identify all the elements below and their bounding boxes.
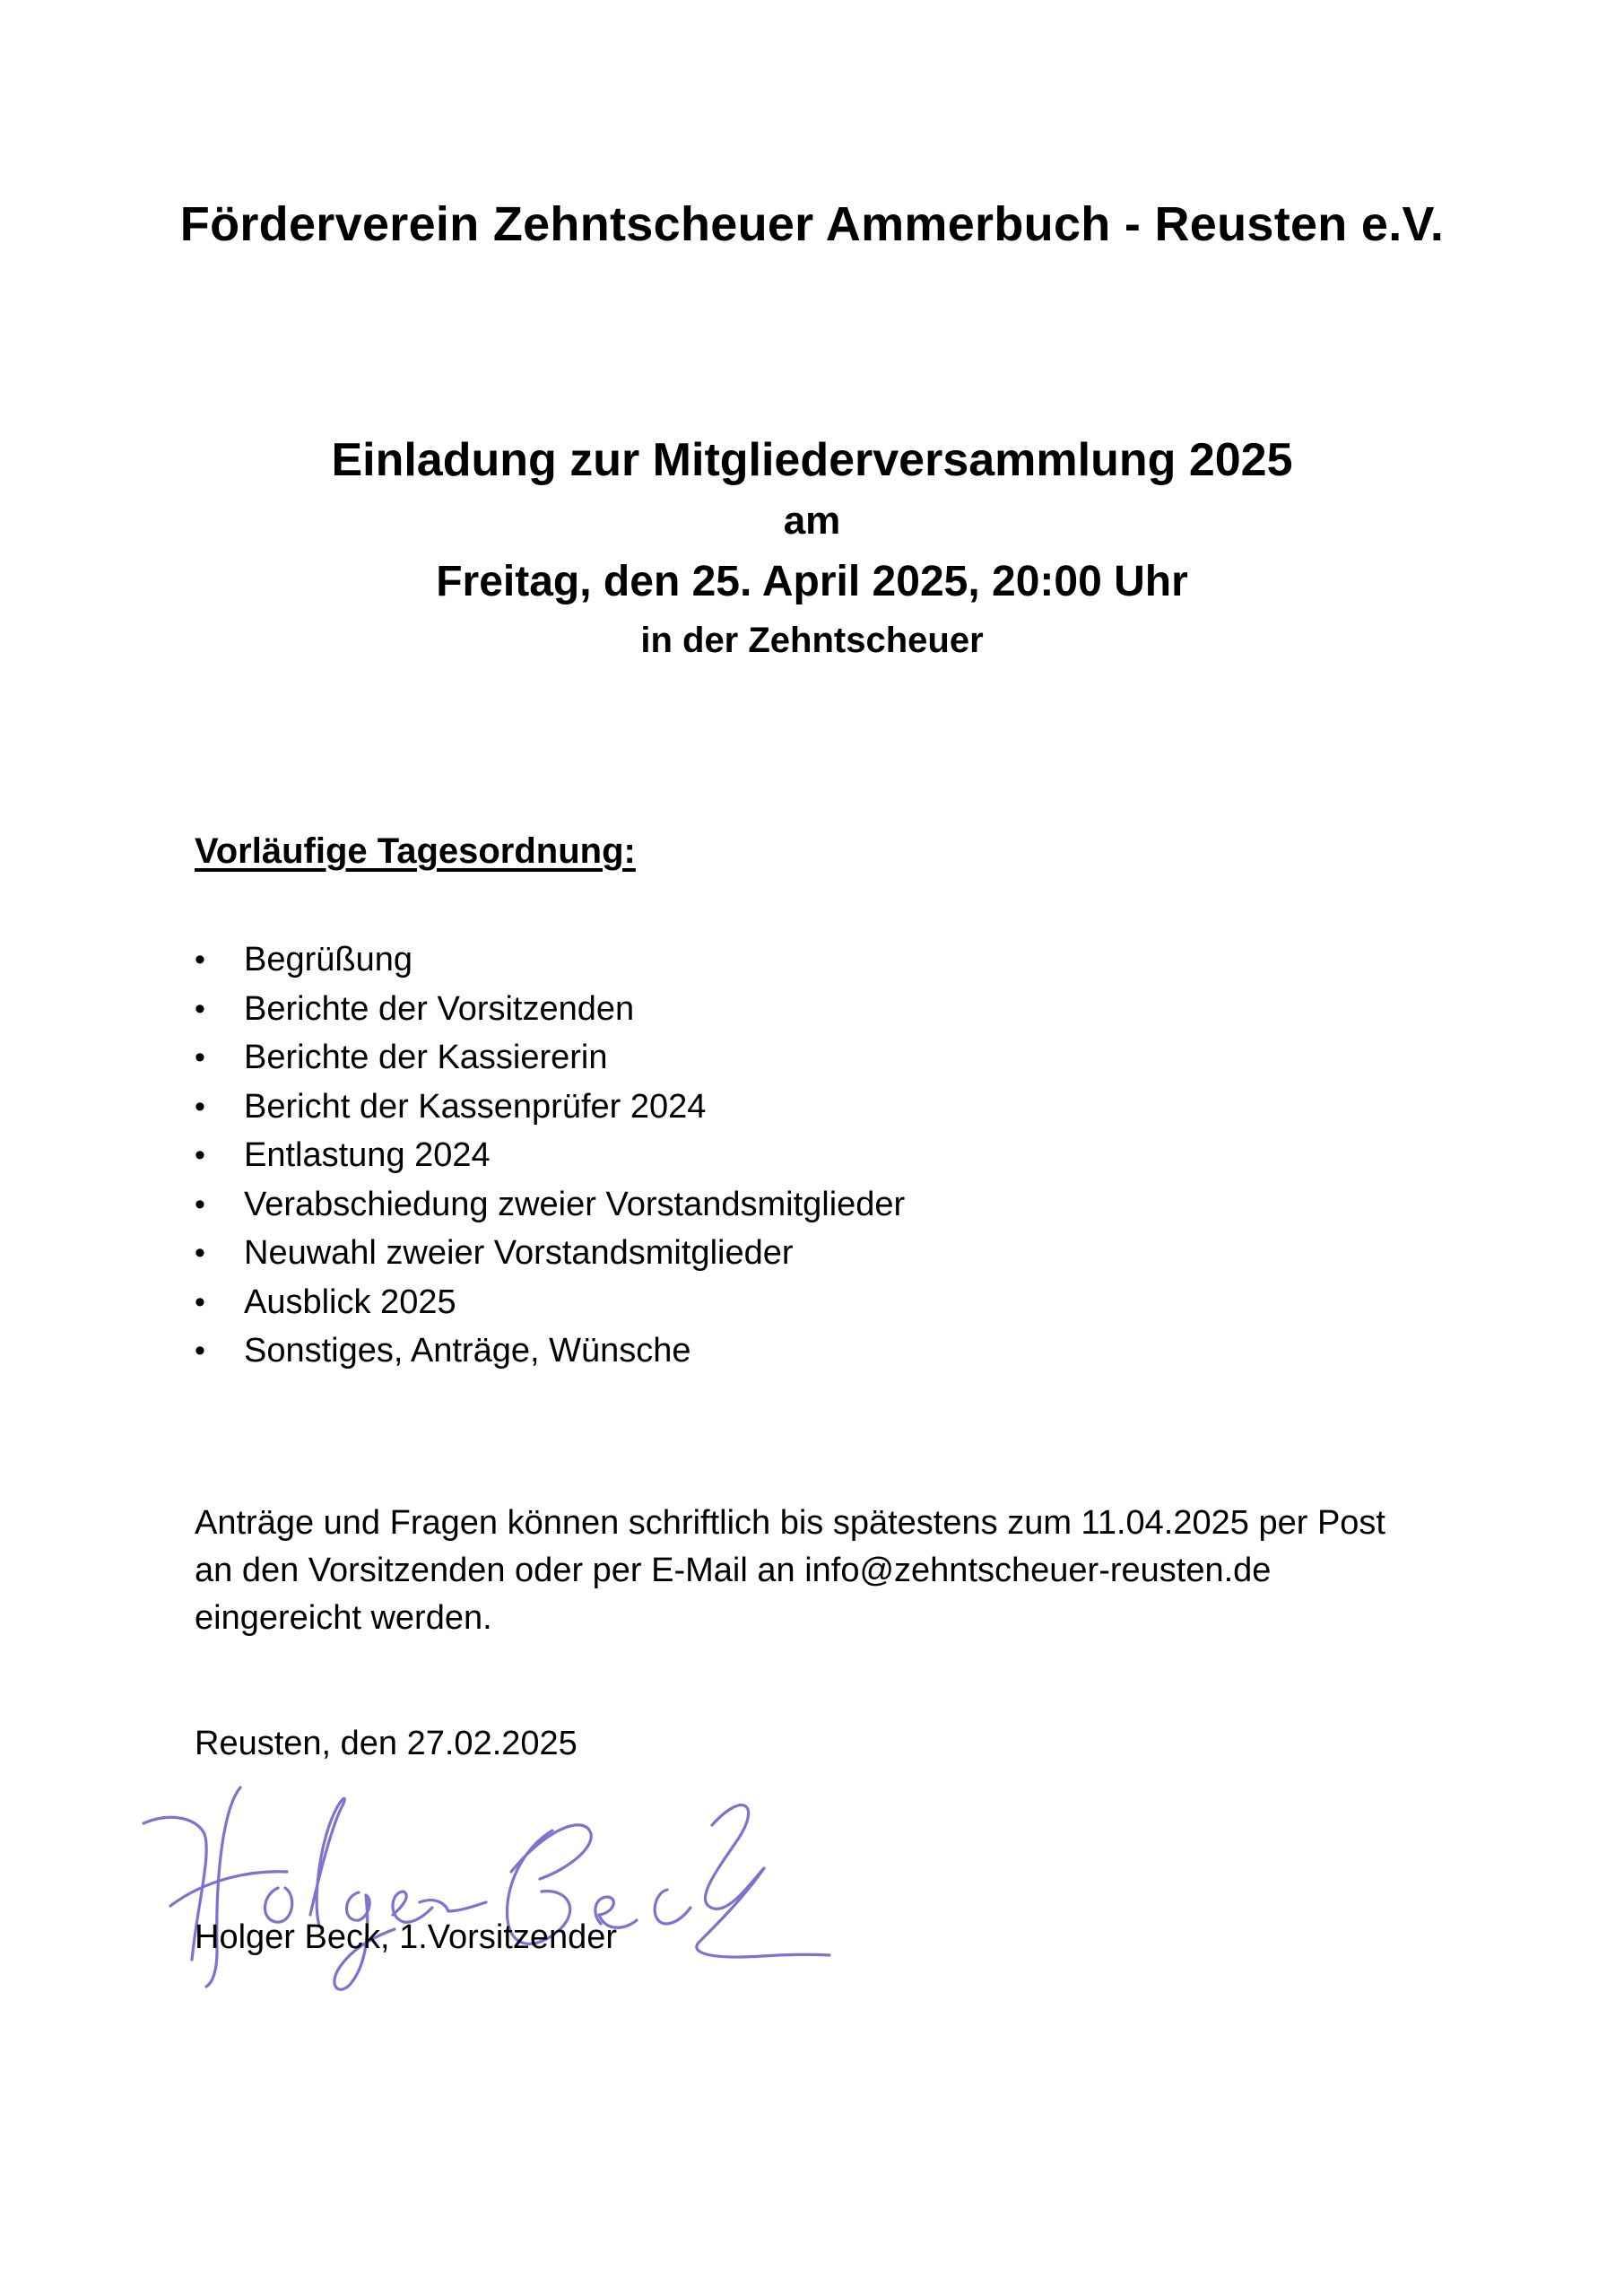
- organization-title: Förderverein Zehntscheuer Ammerbuch - Reusten e.V.: [179, 197, 1445, 251]
- agenda-item-label: Entlastung 2024: [244, 1136, 491, 1174]
- agenda-list: [195, 935, 905, 1376]
- agenda-item-label: Bericht der Kassenprüfer 2024: [244, 1087, 707, 1126]
- invitation-block: [0, 429, 1624, 667]
- signature-image: [135, 1771, 834, 2005]
- bullet-icon: •: [195, 1236, 205, 1270]
- signer-name: Holger Beck, 1.Vorsitzender: [195, 1918, 618, 1956]
- agenda-item: [195, 935, 905, 985]
- agenda-item: [195, 1083, 905, 1132]
- agenda-item-label: Verabschiedung zweier Vorstandsmitglieder: [244, 1185, 906, 1223]
- bullet-icon: •: [195, 943, 205, 977]
- invitation-place: in der Zehntscheuer: [640, 621, 984, 660]
- bullet-icon: •: [195, 991, 205, 1026]
- bullet-icon: •: [195, 1138, 205, 1172]
- agenda-item-label: Berichte der Vorsitzenden: [244, 989, 635, 1028]
- agenda-item: [195, 1131, 905, 1180]
- bullet-icon: •: [195, 1284, 205, 1319]
- agenda-heading: Vorläufige Tagesordnung:: [195, 831, 636, 871]
- agenda-item: [195, 1180, 905, 1230]
- agenda-item-label: Ausblick 2025: [244, 1283, 456, 1321]
- submission-notice: [195, 1500, 1468, 1642]
- notice-line: an den Vorsitzenden oder per E-Mail an info@zehntscheuer-reusten.de: [195, 1552, 1272, 1589]
- invitation-title: Einladung zur Mitgliederversammlung 2025: [331, 434, 1293, 486]
- place-and-date: Reusten, den 27.02.2025: [195, 1725, 578, 1762]
- bullet-icon: •: [195, 1040, 205, 1074]
- invitation-date-time: Freitag, den 25. April 2025, 20:00 Uhr: [436, 558, 1188, 605]
- bullet-icon: •: [195, 1187, 205, 1222]
- invitation-am: am: [783, 499, 841, 543]
- agenda-item: [195, 985, 905, 1034]
- notice-line: Anträge und Fragen können schriftlich bis spätestens zum 11.04.2025 per Post: [195, 1504, 1385, 1542]
- notice-line: eingereicht werden.: [195, 1599, 492, 1637]
- agenda-item: [195, 1326, 905, 1376]
- agenda-item-label: Neuwahl zweier Vorstandsmitglieder: [244, 1234, 794, 1272]
- agenda-item: [195, 1229, 905, 1278]
- bullet-icon: •: [195, 1334, 205, 1368]
- agenda-item-label: Sonstiges, Anträge, Wünsche: [244, 1332, 691, 1370]
- agenda-item-label: Begrüßung: [244, 941, 413, 978]
- agenda-item: [195, 1033, 905, 1083]
- agenda-item-label: Berichte der Kassiererin: [244, 1039, 608, 1076]
- bullet-icon: •: [195, 1089, 205, 1124]
- agenda-item: [195, 1278, 905, 1327]
